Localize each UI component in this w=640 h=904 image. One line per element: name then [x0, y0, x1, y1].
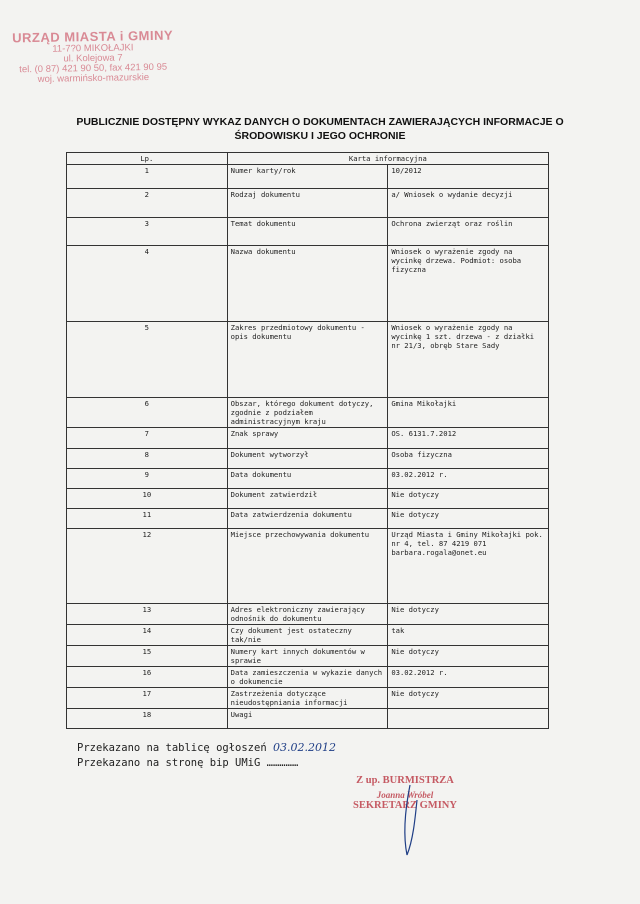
- title-line-1: PUBLICZNIE DOSTĘPNY WYKAZ DANYCH O DOKUMENTACH ZAWIERAJĄCYCH INFORMACJE O: [76, 116, 564, 128]
- office-stamp: [8, 29, 179, 85]
- row-label: Temat dokumentu: [227, 218, 388, 246]
- row-number: 4: [67, 246, 228, 322]
- stamp-line: woj. warmińsko-mazurskie: [37, 71, 150, 85]
- row-value: Nie dotyczy: [388, 688, 549, 709]
- row-value: a/ Wniosek o wydanie decyzji: [388, 189, 549, 218]
- row-value: 03.02.2012 r.: [388, 667, 549, 688]
- signature-line: Joanna Wróbel: [376, 789, 434, 800]
- row-value: tak: [388, 625, 549, 646]
- row-value: [388, 709, 549, 729]
- table-row: [67, 322, 549, 398]
- row-number: 11: [67, 509, 228, 529]
- row-label: Nazwa dokumentu: [227, 246, 388, 322]
- table-row: [67, 428, 549, 449]
- row-number: 16: [67, 667, 228, 688]
- row-number: 15: [67, 646, 228, 667]
- table-row: [67, 449, 549, 469]
- stamp-line: 11-7?0 MIKOŁAJKI: [52, 41, 134, 55]
- table-row: [67, 398, 549, 428]
- footer-dots: ……………: [266, 756, 299, 769]
- row-number: 5: [67, 322, 228, 398]
- table-row: [67, 604, 549, 625]
- table-row: [67, 189, 549, 218]
- stamp-line: tel. (0 87) 421 90 50, fax 421 90 95: [19, 61, 168, 75]
- footer-line-1-text: Przekazano na tablicę ogłoszeń: [77, 742, 267, 754]
- row-number: 18: [67, 709, 228, 729]
- row-value: Wniosek o wyrażenie zgody na wycinkę 1 szt. drzewa - z działki nr 21/3, obręb Stare Sady: [388, 322, 549, 398]
- table-row: [67, 469, 549, 489]
- row-number: 13: [67, 604, 228, 625]
- row-label: Obszar, którego dokument dotyczy, zgodnie z podziałem administracyjnym kraju: [227, 398, 388, 428]
- row-number: 3: [67, 218, 228, 246]
- row-value: Wniosek o wyrażenie zgody na wycinkę drzewa. Podmiot: osoba fizyczna: [388, 246, 549, 322]
- header-karta: Karta informacyjna: [227, 153, 548, 165]
- row-label: Miejsce przechowywania dokumentu: [227, 529, 388, 604]
- footer-line-2-text: Przekazano na stronę bip UMiG: [77, 756, 261, 769]
- table-row: [67, 625, 549, 646]
- table-row: [67, 688, 549, 709]
- row-label: Data zamieszczenia w wykazie danych o dokumencie: [227, 667, 388, 688]
- table-row: [67, 529, 549, 604]
- row-value: Osoba fizyczna: [388, 449, 549, 469]
- row-value: 03.02.2012 r.: [388, 469, 549, 489]
- row-label: Zastrzeżenia dotyczące nieudostępniania informacji: [227, 688, 388, 709]
- table-row: [67, 709, 549, 729]
- row-value: 10/2012: [388, 165, 549, 189]
- row-number: 2: [67, 189, 228, 218]
- row-value: Nie dotyczy: [388, 604, 549, 625]
- row-value: Nie dotyczy: [388, 509, 549, 529]
- handwritten-signature: [375, 780, 445, 860]
- footer-handwritten-date: 03.02.2012: [272, 741, 336, 754]
- row-value: Gmina Mikołajki: [388, 398, 549, 428]
- row-label: Czy dokument jest ostateczny tak/nie: [227, 625, 388, 646]
- row-number: 12: [67, 529, 228, 604]
- row-number: 14: [67, 625, 228, 646]
- row-value: Nie dotyczy: [388, 646, 549, 667]
- footer-line-1: [77, 740, 336, 756]
- row-number: 10: [67, 489, 228, 509]
- table-row: [67, 646, 549, 667]
- document-title: [60, 115, 580, 143]
- table-row: [67, 246, 549, 322]
- row-value: Urząd Miasta i Gminy Mikołajki pok. nr 4, tel. 87 4219 071 barbara.rogala@onet.eu: [388, 529, 549, 604]
- row-label: Data dokumentu: [227, 469, 388, 489]
- row-label: Rodzaj dokumentu: [227, 189, 388, 218]
- table-row: [67, 667, 549, 688]
- title-line-2: ŚRODOWISKU I JEGO OCHRONIE: [234, 130, 406, 143]
- row-value: OS. 6131.7.2012: [388, 428, 549, 449]
- stamp-line: ul. Kolejowa 7: [63, 52, 123, 65]
- row-label: Numer karty/rok: [227, 165, 388, 189]
- row-label: Dokument zatwierdził: [227, 489, 388, 509]
- row-label: Data zatwierdzenia dokumentu: [227, 509, 388, 529]
- signature-line: SEKRETARZ GMINY: [353, 800, 457, 812]
- stamp-line: URZĄD MIASTA i GMINY: [12, 27, 174, 46]
- table-row: [67, 509, 549, 529]
- row-label: Numery kart innych dokumentów w sprawie: [227, 646, 388, 667]
- row-label: Dokument wytworzył: [227, 449, 388, 469]
- table-row: [67, 165, 549, 189]
- row-number: 7: [67, 428, 228, 449]
- row-label: Zakres przedmiotowy dokumentu - opis dokumentu: [227, 322, 388, 398]
- signature-line: Z up. BURMISTRZA: [356, 775, 454, 786]
- row-label: Uwagi: [227, 709, 388, 729]
- footer-notes: [77, 740, 336, 770]
- row-number: 1: [67, 165, 228, 189]
- row-label: Znak sprawy: [227, 428, 388, 449]
- row-label: Adres elektroniczny zawierający odnośnik do dokumentu: [227, 604, 388, 625]
- row-number: 17: [67, 688, 228, 709]
- table-row: [67, 218, 549, 246]
- information-card-table: [66, 152, 549, 729]
- table-header-row: [67, 153, 549, 165]
- row-value: Nie dotyczy: [388, 489, 549, 509]
- row-number: 8: [67, 449, 228, 469]
- footer-line-2: [77, 756, 336, 771]
- table-row: [67, 489, 549, 509]
- row-value: Ochrona zwierząt oraz roślin: [388, 218, 549, 246]
- header-lp: Lp.: [67, 153, 228, 165]
- row-number: 9: [67, 469, 228, 489]
- row-number: 6: [67, 398, 228, 428]
